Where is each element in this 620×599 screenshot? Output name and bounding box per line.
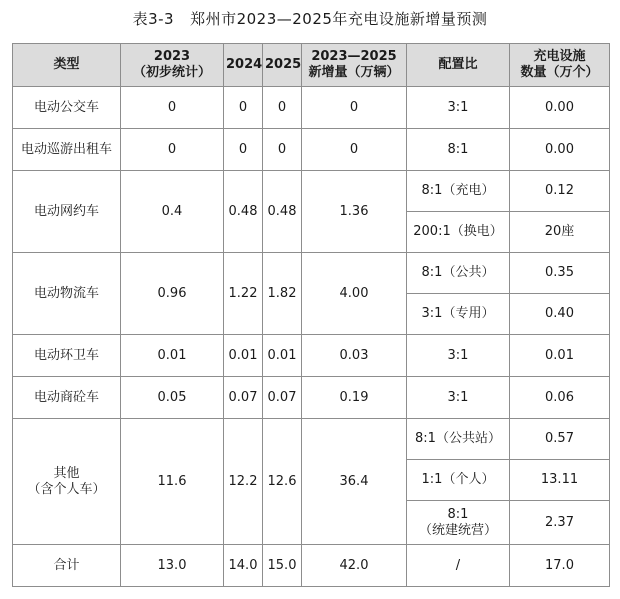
cell-ratio: 8:1（公共站） (407, 419, 510, 460)
table-row (13, 171, 610, 212)
cell-ratio: 3:1（专用） (407, 294, 510, 335)
cell-2024: 14.0 (224, 545, 263, 587)
cell-ratio: / (407, 545, 510, 587)
cell-2025: 0 (263, 87, 302, 129)
cell-increment: 1.36 (302, 171, 407, 253)
header-ratio: 配置比 (407, 44, 510, 87)
cell-2024: 0 (224, 87, 263, 129)
cell-increment: 36.4 (302, 419, 407, 545)
header-type: 类型 (13, 44, 121, 87)
table-row (13, 87, 610, 129)
cell-ratio: 200:1（换电） (407, 212, 510, 253)
cell-ratio: 3:1 (407, 335, 510, 377)
cell-2024: 0.01 (224, 335, 263, 377)
table-row (13, 129, 610, 171)
cell-type: 电动网约车 (13, 171, 121, 253)
cell-type: 其他 （含个人车） (13, 419, 121, 545)
cell-type: 电动巡游出租车 (13, 129, 121, 171)
cell-2023: 0.4 (121, 171, 224, 253)
cell-2023: 0.05 (121, 377, 224, 419)
cell-2023: 11.6 (121, 419, 224, 545)
cell-increment: 0.03 (302, 335, 407, 377)
cell-2025: 0.07 (263, 377, 302, 419)
table-number: 表3-3 (132, 10, 175, 28)
cell-2023: 0 (121, 129, 224, 171)
cell-ratio: 8:1 (407, 129, 510, 171)
cell-facilities: 17.0 (510, 545, 610, 587)
cell-2025: 0.01 (263, 335, 302, 377)
cell-facilities: 2.37 (510, 501, 610, 545)
cell-facilities: 0.01 (510, 335, 610, 377)
cell-facilities: 0.00 (510, 87, 610, 129)
cell-increment: 0 (302, 87, 407, 129)
header-increment: 2023—2025 新增量（万辆） (302, 44, 407, 87)
table-row (13, 419, 610, 460)
cell-2025: 0.48 (263, 171, 302, 253)
header-2025: 2025 (263, 44, 302, 87)
cell-increment: 4.00 (302, 253, 407, 335)
cell-ratio: 3:1 (407, 377, 510, 419)
cell-increment: 0 (302, 129, 407, 171)
cell-2023: 0 (121, 87, 224, 129)
cell-2025: 1.82 (263, 253, 302, 335)
cell-facilities: 20座 (510, 212, 610, 253)
cell-facilities: 0.57 (510, 419, 610, 460)
cell-facilities: 0.35 (510, 253, 610, 294)
cell-ratio: 3:1 (407, 87, 510, 129)
cell-increment: 0.19 (302, 377, 407, 419)
table-row (13, 335, 610, 377)
forecast-table (12, 43, 610, 587)
cell-ratio: 1:1（个人） (407, 460, 510, 501)
cell-2024: 1.22 (224, 253, 263, 335)
cell-facilities: 0.40 (510, 294, 610, 335)
cell-facilities: 0.06 (510, 377, 610, 419)
table-caption: 郑州市2023—2025年充电设施新增量预测 (190, 10, 488, 28)
header-2023: 2023 （初步统计） (121, 44, 224, 87)
cell-2024: 12.2 (224, 419, 263, 545)
cell-facilities: 0.00 (510, 129, 610, 171)
cell-ratio: 8:1（公共） (407, 253, 510, 294)
cell-2025: 0 (263, 129, 302, 171)
cell-type: 电动商砼车 (13, 377, 121, 419)
cell-2023: 13.0 (121, 545, 224, 587)
cell-type: 电动物流车 (13, 253, 121, 335)
cell-increment: 42.0 (302, 545, 407, 587)
cell-2024: 0.48 (224, 171, 263, 253)
cell-type: 合计 (13, 545, 121, 587)
cell-2024: 0.07 (224, 377, 263, 419)
cell-2025: 12.6 (263, 419, 302, 545)
cell-ratio: 8:1（充电） (407, 171, 510, 212)
table-title (0, 8, 620, 29)
cell-2025: 15.0 (263, 545, 302, 587)
cell-facilities: 0.12 (510, 171, 610, 212)
cell-2023: 0.01 (121, 335, 224, 377)
table-row-total (13, 545, 610, 587)
table-row (13, 377, 610, 419)
header-2024: 2024 (224, 44, 263, 87)
cell-type: 电动环卫车 (13, 335, 121, 377)
cell-type: 电动公交车 (13, 87, 121, 129)
table-row (13, 253, 610, 294)
cell-2023: 0.96 (121, 253, 224, 335)
cell-ratio: 8:1 （统建统营） (407, 501, 510, 545)
cell-2024: 0 (224, 129, 263, 171)
header-row (13, 44, 610, 87)
cell-facilities: 13.11 (510, 460, 610, 501)
header-facilities: 充电设施 数量（万个） (510, 44, 610, 87)
